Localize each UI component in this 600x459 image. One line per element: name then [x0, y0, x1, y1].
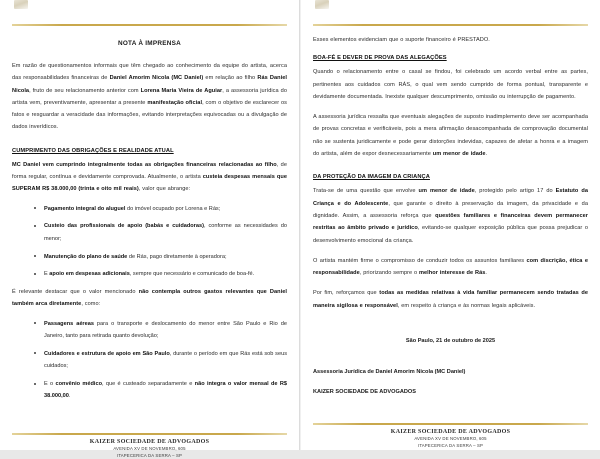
lead-paragraph: Esses elementos evidenciam que o suporte financeiro é PRESTADO. — [313, 37, 490, 43]
footer-address-line-1: AVENIDA XV DE NOVEMBRO, 605 — [113, 445, 186, 451]
list-item: E o convênio médico, que é custeado separadamente e não integra o valor mensal de R$ 38.000,00. — [34, 378, 287, 403]
page-1-footer — [12, 427, 287, 459]
date-line: São Paulo, 21 de outubro de 2025 — [405, 338, 496, 345]
header-gold-rule — [12, 24, 287, 26]
page-title: NOTA À IMPRENSA — [117, 40, 182, 47]
page-2-footer — [313, 417, 588, 449]
good-faith-paragraph-2: A assessoria jurídica ressalta que eventuais alegações de suposto inadimplemento deve ser acompanhada de provas concretas e verificáveis, pois a mera afirmação desacompanhada de comprovação documental não se sustenta juridicamente e pode gerar distorções indevidas, capazes de afetar a honra e a imagem do artista, além de expor desnecessariamente um menor de idade. — [313, 114, 588, 158]
list-item: Passagens aéreas para o transporte e deslocamento do menor entre São Paulo e Rio de Janeiro, tanto para retirada quanto devolução; — [34, 318, 287, 343]
footer-block — [313, 429, 588, 449]
footer-gold-rule — [313, 423, 588, 425]
list-item: Custeio das profissionais de apoio (babás e cuidadoras), conforme as necessidades do menor; — [34, 220, 287, 245]
child-image-paragraph-1: Trata-se de uma questão que envolve um menor de idade, protegido pelo artigo 17 do Estatuto da Criança e do Adolescente, que garante o direito à preservação da imagem, da privacidade e da dignidade. Assim, a assessoria reforça que questões familiares e financeiras devem permanecer restritas ao âmbito privado e jurídico, evitando-se qualquer exposição pública que possa prejudicar o desenvolvimento emocional da criança. — [313, 188, 588, 244]
footer-firm-name: KAIZER SOCIEDADE DE ADVOGADOS — [390, 428, 511, 435]
footer-address-line-2: ITAPECERICA DA SERRA – SP — [116, 452, 183, 458]
footer-firm-name: KAIZER SOCIEDADE DE ADVOGADOS — [89, 438, 210, 445]
list-item: Manutenção do plano de saúde de Rás, pago diretamente à operadora; — [34, 251, 287, 263]
list-item: Cuidadores e estrutura de apoio em São Paulo, durante o período em que Rás está sob seus cuidados; — [34, 348, 287, 373]
section-heading-good-faith: BOA-FÉ E DEVER DE PROVA DAS ALEGAÇÕES — [313, 55, 447, 62]
letterhead-logo-icon — [14, 0, 28, 9]
good-faith-paragraph-1: Quando o relacionamento entre o casal se findou, foi celebrado um acordo verbal entre as partes, pertinentes aos cuidados com RÁS, o qual vem sendo cumprido de forma pontual, transparente e devidamente documentada. Inexiste qualquer descumprimento, omissão ou interrupção de pagamento. — [313, 69, 588, 100]
signature-legal-team: Assessoria Jurídica de Daniel Amorim Nicola (MC Daniel) — [313, 369, 466, 376]
list-item: E apoio em despesas adicionais, sempre que necessário e comunicado de boa-fé. — [34, 268, 287, 280]
intro-paragraph: Em razão de questionamentos informais que têm chegado ao conhecimento da equipe do artista, acerca das responsabilidades financeiras de Daniel Amorim Nicola (MC Daniel) em relação ao filho Rás Daniel Nicola, fruto de seu relacionamento anterior com Lorena Maria Vieira de Aguiar, a assessoria jurídica do artista vem, preventivamente, apresentar a presente manifestação oficial, com o objetivo de esclarecer os fatos e resguardar a veracidade das informações, evitando interpretações equivocadas ou a divulgação de dados inverídicos. — [12, 63, 287, 131]
section-heading-obligations: CUMPRIMENTO DAS OBRIGAÇÕES E REALIDADE ATUAL — [12, 147, 174, 154]
footer-block — [12, 439, 287, 459]
letterhead-logo-icon — [315, 0, 329, 9]
section-heading-child-image: DA PROTEÇÃO DA IMAGEM DA CRIANÇA — [313, 174, 430, 181]
footer-address-line-2: ITAPECERICA DA SERRA – SP — [417, 442, 484, 448]
closing-paragraph: Por fim, reforçamos que todas as medidas relativas à vida familiar permanecem sendo tratadas de maneira sigilosa e responsável, em respeito à criança e às normas legais aplicáveis. — [313, 290, 589, 309]
child-image-paragraph-2: O artista mantém firme o compromisso de conduzir todos os assuntos familiares com discrição, ética e responsabilidade, priorizando sempre o melhor interesse de Rás. — [313, 257, 588, 277]
document-page-1[interactable] — [0, 0, 300, 458]
signature-firm: KAIZER SOCIEDADE DE ADVOGADOS — [313, 389, 416, 396]
list-item: Pagamento integral do aluguel do imóvel ocupado por Lorena e Rás; — [34, 203, 287, 215]
additional-costs-paragraph: É relevante destacar que o valor mencionado não contempla outros gastos relevantes que Daniel também arca diretamente, como: — [12, 289, 287, 308]
footer-address-line-1: AVENIDA XV DE NOVEMBRO, 605 — [414, 435, 487, 441]
additional-costs-bullet-list — [12, 318, 287, 403]
document-page-2[interactable] — [300, 0, 600, 450]
obligations-bullet-list — [12, 203, 287, 281]
footer-gold-rule — [12, 433, 287, 435]
header-gold-rule — [313, 24, 588, 26]
obligations-paragraph: MC Daniel vem cumprindo integralmente todas as obrigações financeiras relacionadas ao filho, de forma regular, contínua e devidamente comprovada. Atualmente, o artista custeia despesas mensais que SUPERAM R$ 38.000,00 (trinta e oito mil reais), valor que abrange: — [12, 161, 287, 193]
